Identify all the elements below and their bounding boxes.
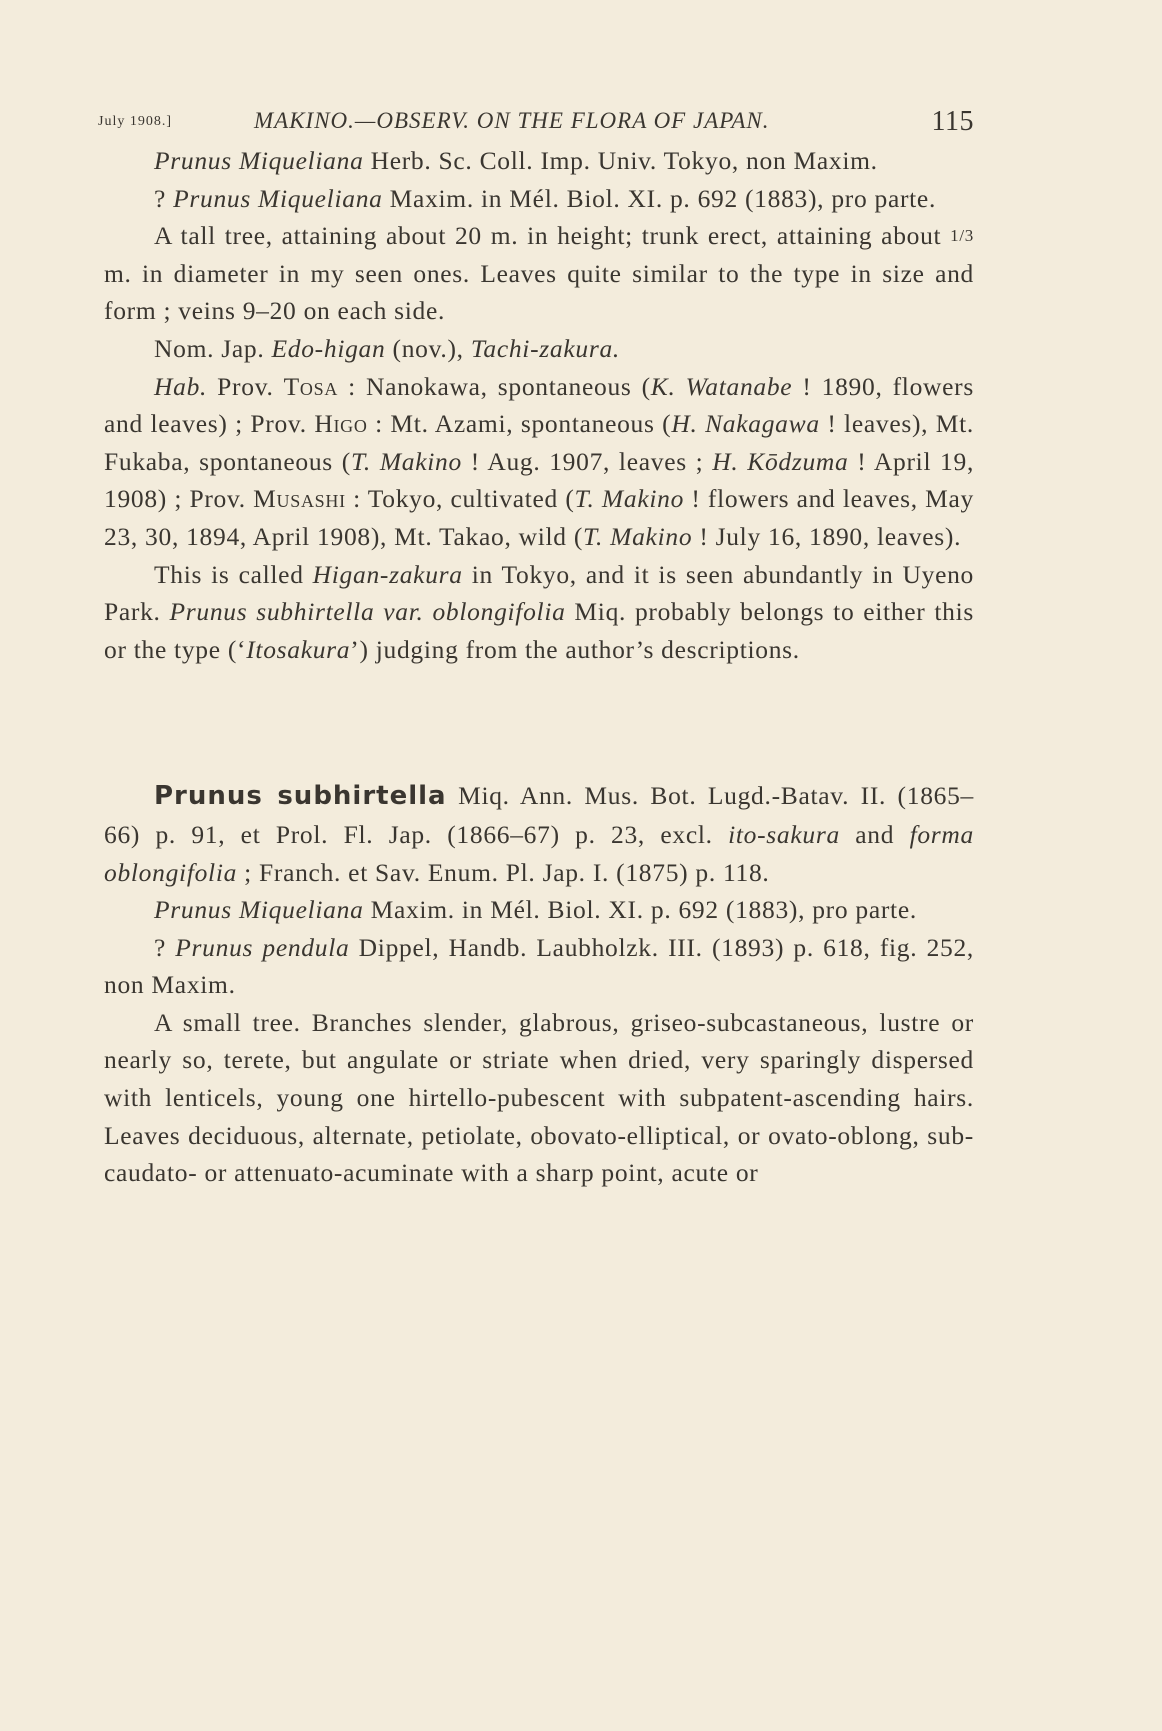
description-paragraph <box>104 217 974 330</box>
synonym-paragraph <box>104 142 974 180</box>
header-date: July 1908.] <box>98 114 172 129</box>
vernacular-text: (nov.), <box>385 333 471 363</box>
habitat-text: Prov. <box>207 371 284 401</box>
province-name: Musashi <box>253 484 346 514</box>
taxon-name: Prunus Miqueliana <box>173 183 383 213</box>
taxon-name: Higan-zakura <box>312 559 463 589</box>
section-spacer <box>104 668 974 777</box>
habitat-text: ! July 16, 1890, leaves). <box>692 521 962 551</box>
species-heading-paragraph <box>104 777 974 891</box>
vernacular-name: Tachi-zakura. <box>470 333 620 363</box>
citation-text: ; Franch. et Sav. Enum. Pl. Jap. I. (1875) p. 118. <box>237 857 770 887</box>
vernacular-paragraph <box>104 330 974 368</box>
taxon-name: ito-sakura <box>728 819 840 849</box>
habitat-text: : Mt. Azami, spontaneous ( <box>367 409 672 439</box>
province-name: Tosa <box>283 371 339 401</box>
habitat-text: ! April 19, 1908) ; Prov. <box>104 446 975 514</box>
taxon-name: Prunus pendula <box>175 932 350 962</box>
description-paragraph <box>104 1004 974 1192</box>
citation-text: Herb. Sc. Coll. Imp. Univ. Tokyo, non Maxim. <box>363 146 878 175</box>
habitat-text: ! Aug. 1907, leaves ; <box>461 446 713 476</box>
taxon-name: Prunus Miqueliana <box>154 895 364 925</box>
note-text: ’) judging from the author’s descriptions. <box>350 634 800 664</box>
collector-name: K. Watanabe <box>650 371 793 401</box>
collector-name: H. Nakagawa <box>671 409 820 439</box>
habitat-text: : Nanokawa, spontaneous ( <box>338 371 651 401</box>
habitat-text: ! 1890, flowers and leaves) ; Prov. <box>104 371 974 439</box>
synonym-paragraph <box>104 180 974 218</box>
habitat-label: Hab. <box>154 371 208 401</box>
synonym-paragraph <box>104 929 974 1004</box>
running-header <box>98 104 974 140</box>
synonym-paragraph <box>104 891 974 929</box>
query-mark: ? <box>154 183 174 213</box>
vernacular-label: Nom. Jap. <box>154 333 272 363</box>
taxon-name: Itosakura <box>246 634 351 664</box>
province-name: Higo <box>314 409 368 439</box>
citation-text: Maxim. in Mél. Biol. XI. p. 692 (1883), pro parte. <box>382 183 937 213</box>
note-text: in Tokyo, and it is seen abundantly in Uyeno Park. <box>104 559 974 627</box>
citation-text: Miq. Ann. Mus. Bot. Lugd.-Batav. II. (1865–66) p. 91, et Prol. Fl. Jap. (1866–67) p. 23, excl. <box>104 781 974 849</box>
citation-text: and <box>839 819 910 849</box>
collector-name: T. Makino <box>574 484 685 514</box>
habitat-text: ! leaves), Mt. Fukaba, spontaneous ( <box>104 409 974 476</box>
habitat-text: ! flowers and leaves, May 23, 30, 1894, April 1908), Mt. Takao, wild ( <box>104 484 975 551</box>
query-mark: ? <box>154 932 176 962</box>
note-paragraph <box>104 556 974 669</box>
page-number: 115 <box>931 106 974 137</box>
description-text: m. in diameter in my seen ones. Leaves quite similar to the type in size and form ; veins 9–20 on each side. <box>104 258 974 326</box>
habitat-paragraph <box>104 368 974 556</box>
citation-text: Dippel, Handb. Laubholzk. III. (1893) p. 618, fig. 252, non Maxim. <box>104 932 974 1000</box>
collector-name: T. Makino <box>583 521 693 551</box>
habitat-text: : Tokyo, cultivated ( <box>345 484 575 514</box>
fraction: 1/3 <box>950 226 974 246</box>
taxon-name: Prunus subhirtella var. oblongifolia <box>169 597 566 627</box>
taxon-name: Prunus Miqueliana <box>154 146 364 175</box>
collector-name: T. Makino <box>350 446 462 476</box>
header-running-title: MAKINO.—OBSERV. ON THE FLORA OF JAPAN. <box>254 108 770 133</box>
citation-text: Maxim. in Mél. Biol. XI. p. 692 (1883), pro parte. <box>363 895 917 925</box>
note-text: This is called <box>154 559 313 589</box>
species-heading: Prunus subhirtella <box>154 781 447 812</box>
description-text: A small tree. Branches slender, glabrous, griseo-subcastaneous, lustre or nearly so, terete, but angulate or striate when dried, very sparingly dispersed with lenticels, young one hirtello-pubescent with subpatent-ascending hairs. Leaves deciduous, alternate, petiolate, obovato-elliptical, or ovato-oblong, sub-caudato- or attenuato-acuminate with a sharp point, acute or <box>104 1007 974 1188</box>
collector-name: H. Kōdzuma <box>712 446 849 476</box>
body-text <box>104 142 974 1192</box>
note-text: Miq. probably belongs to either this or the type (‘ <box>104 597 974 664</box>
description-text: A tall tree, attaining about 20 m. in height; trunk erect, attaining about <box>154 221 951 251</box>
taxon-name: forma oblongifolia <box>104 819 974 887</box>
vernacular-name: Edo-higan <box>271 333 386 363</box>
